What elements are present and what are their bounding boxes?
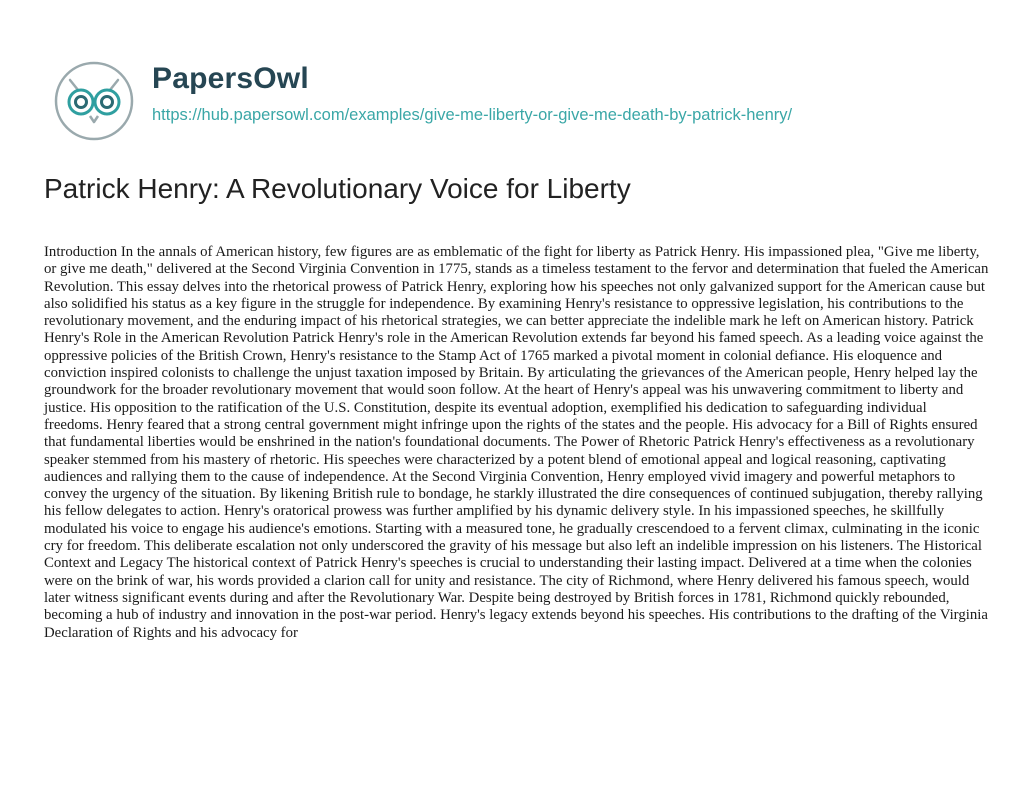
brand-name[interactable]: PapersOwl <box>152 62 309 95</box>
site-header <box>44 60 984 140</box>
essay-body: Introduction In the annals of American history, few figures are as emblematic of the fight for liberty as Patrick Henry. His impassioned plea, "Give me liberty, or give me death," delivered at the Second Virginia Convention in 1775, stands as a timeless testament to the fervor and determination that fueled the American Revolution. This essay delves into the rhetorical prowess of Patrick Henry, exploring how his speeches not only galvanized support for the American cause but also solidified his status as a key figure in the struggle for independence. By examining Henry's resistance to oppressive legislation, his contributions to the revolutionary movement, and the enduring impact of his rhetorical strategies, we can better appreciate the indelible mark he left on American history. Patrick Henry's Role in the American Revolution Patrick Henry's role in the American Revolution extends far beyond his famed speech. As a leading voice against the oppressive policies of the British Crown, Henry's resistance to the Stamp Act of 1765 marked a pivotal moment in colonial defiance. His eloquence and conviction inspired colonists to challenge the unjust taxation imposed by Britain. By articulating the grievances of the American people, Henry helped lay the groundwork for the broader revolutionary movement that would soon follow. At the heart of Henry's appeal was his unwavering commitment to liberty and justice. His opposition to the ratification of the U.S. Constitution, despite its eventual adoption, exemplified his dedication to safeguarding individual freedoms. Henry feared that a strong central government might infringe upon the rights of the states and the people. His advocacy for a Bill of Rights ensured that fundamental liberties would be enshrined in the nation's foundational documents. The Power of Rhetoric Patrick Henry's effectiveness as a revolutionary speaker stemmed from his mastery of rhetoric. His speeches were characterized by a potent blend of emotional appeal and logical reasoning, captivating audiences and rallying them to the cause of independence. At the Second Virginia Convention, Henry employed vivid imagery and powerful metaphors to convey the urgency of the situation. By likening British rule to bondage, he starkly illustrated the dire consequences of continued subjugation, thereby rallying his fellow delegates to action. Henry's oratorical prowess was further amplified by his dynamic delivery style. In his impassioned speeches, he skillfully modulated his voice to engage his audience's emotions. Starting with a measured tone, he gradually crescendoed to a fervent climax, culminating in the iconic cry for freedom. This deliberate escalation not only underscored the gravity of his message but also left an indelible impression on his listeners. The Historical Context and Legacy The historical context of Patrick Henry's speeches is crucial to understanding their lasting impact. Delivered at a time when the colonies were on the brink of war, his words provided a clarion call for unity and resistance. The city of Richmond, where Henry delivered his famous speech, would later witness significant events during and after the Revolutionary War. Despite being destroyed by British forces in 1781, Richmond quickly rebounded, becoming a hub of industry and innovation in the post-war period. Henry's legacy extends beyond his speeches. His contributions to the drafting of the Virginia Declaration of Rights and his advocacy for <box>44 244 989 641</box>
page-title: Patrick Henry: A Revolutionary Voice for Liberty <box>44 173 631 204</box>
owl-logo-icon[interactable] <box>48 60 140 142</box>
source-url-link[interactable]: https://hub.papersowl.com/examples/give-me-liberty-or-give-me-death-by-patrick-henry/ <box>152 106 793 124</box>
